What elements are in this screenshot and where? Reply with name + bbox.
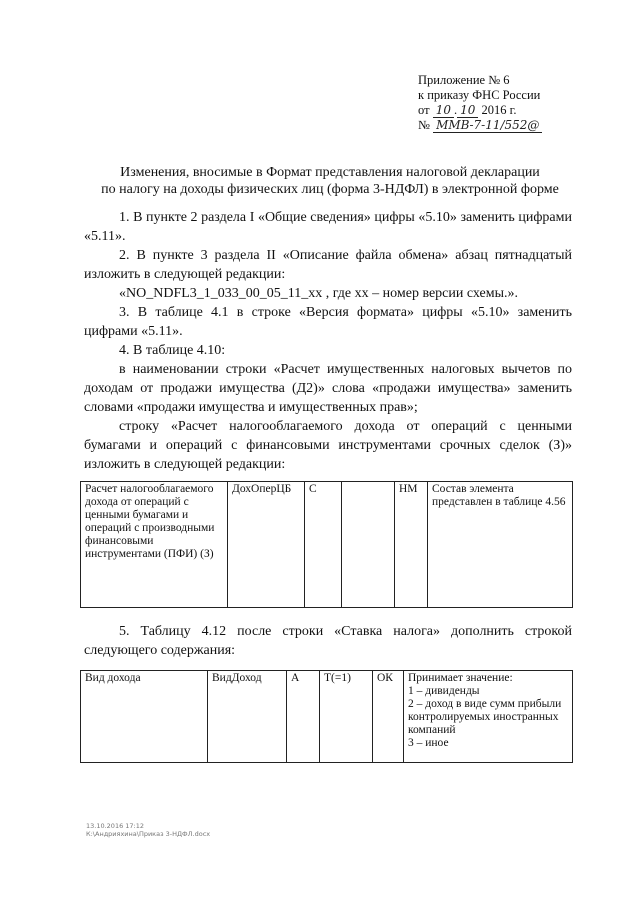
appendix-number	[418, 118, 542, 133]
table2-note-line-3: 2 – доход в виде сумм прибыли контролируемых иностранных компаний	[408, 698, 562, 736]
table1-name-cell: Расчет налогооблагаемого дохода от операций с ценными бумагами и операций с производными финансовыми инструментами (ПФИ) (З)	[81, 482, 228, 608]
table2-note-line-2: 1 – дивиденды	[408, 685, 480, 697]
table-row	[81, 671, 573, 763]
footer-timestamp: 13.10.2016 17:12	[86, 822, 145, 830]
title-line-1: Изменения, вносимые в Формат представления налоговой декларации	[120, 165, 540, 180]
title-line-2: по налогу на доходы физических лиц (форма 3-НДФЛ) в электронной форме	[101, 182, 559, 197]
footer-filepath: К:\Андрияхина\Приказ 3-НДФЛ.docx	[86, 830, 211, 838]
table1-code-cell: ДохОперЦБ	[228, 482, 305, 608]
date-prefix: от	[418, 103, 430, 117]
table-4-10-row	[80, 481, 573, 608]
paragraph-5: 5. Таблицу 4.12 после строки «Ставка налога» дополнить строкой следующего содержания:	[84, 624, 572, 658]
table2-name-cell: Вид дохода	[81, 671, 208, 763]
table2-note-line-1: Принимает значение:	[408, 672, 513, 684]
date-month: 10	[457, 104, 478, 118]
paragraph-4a: в наименовании строки «Расчет имущественных налоговых вычетов по доходам от продажи имущества (Д2)» слова «продажи имущества» заменить словами «продажи имущества и имущественных прав»;	[84, 362, 572, 415]
table1-required-cell: НМ	[395, 482, 428, 608]
paragraph-4: 4. В таблице 4.10:	[119, 343, 226, 358]
paragraph-2: 2. В пункте 3 раздела II «Описание файла обмена» абзац пятнадцатый изложить в следующей редакции:	[84, 248, 572, 282]
table2-note-cell	[404, 671, 573, 763]
table-4-12-row	[80, 670, 573, 763]
table-row	[81, 482, 573, 608]
table1-format-cell	[342, 482, 395, 608]
table2-required-cell: ОК	[373, 671, 404, 763]
appendix-order: к приказу ФНС России	[418, 88, 541, 102]
table1-type-cell: С	[305, 482, 342, 608]
table2-format-cell: Т(=1)	[320, 671, 373, 763]
date-year: 2016 г.	[481, 103, 517, 117]
paragraph-4b: строку «Расчет налогооблагаемого дохода от операций с ценными бумагами и операций с финансовыми инструментами срочных сделок (З)» изложить в следующей редакции:	[84, 419, 572, 472]
document-title	[80, 164, 580, 198]
paragraph-3: 3. В таблице 4.1 в строке «Версия формата» цифры «5.10» заменить цифрами «5.11».	[84, 305, 572, 339]
table2-type-cell: А	[287, 671, 320, 763]
number-value: ММВ-7-11/552@	[433, 119, 542, 133]
appendix-block	[418, 73, 542, 133]
date-day: 10	[433, 104, 454, 118]
paragraph-1: 1. В пункте 2 раздела I «Общие сведения» цифры «5.10» заменить цифрами «5.11».	[84, 210, 572, 244]
appendix-date: от 10 . 10 2016 г.	[418, 103, 517, 117]
appendix-title: Приложение № 6	[418, 73, 510, 87]
number-prefix: №	[418, 118, 430, 132]
table2-code-cell: ВидДоход	[208, 671, 287, 763]
document-body	[84, 208, 572, 474]
table2-note-line-4: 3 – иное	[408, 737, 449, 749]
table1-note-cell: Состав элемента представлен в таблице 4.56	[428, 482, 573, 608]
paragraph-2-quote: «NO_NDFL3_1_033_00_05_11_xx , где xx – номер версии схемы.».	[119, 286, 519, 301]
document-footer	[86, 822, 210, 838]
